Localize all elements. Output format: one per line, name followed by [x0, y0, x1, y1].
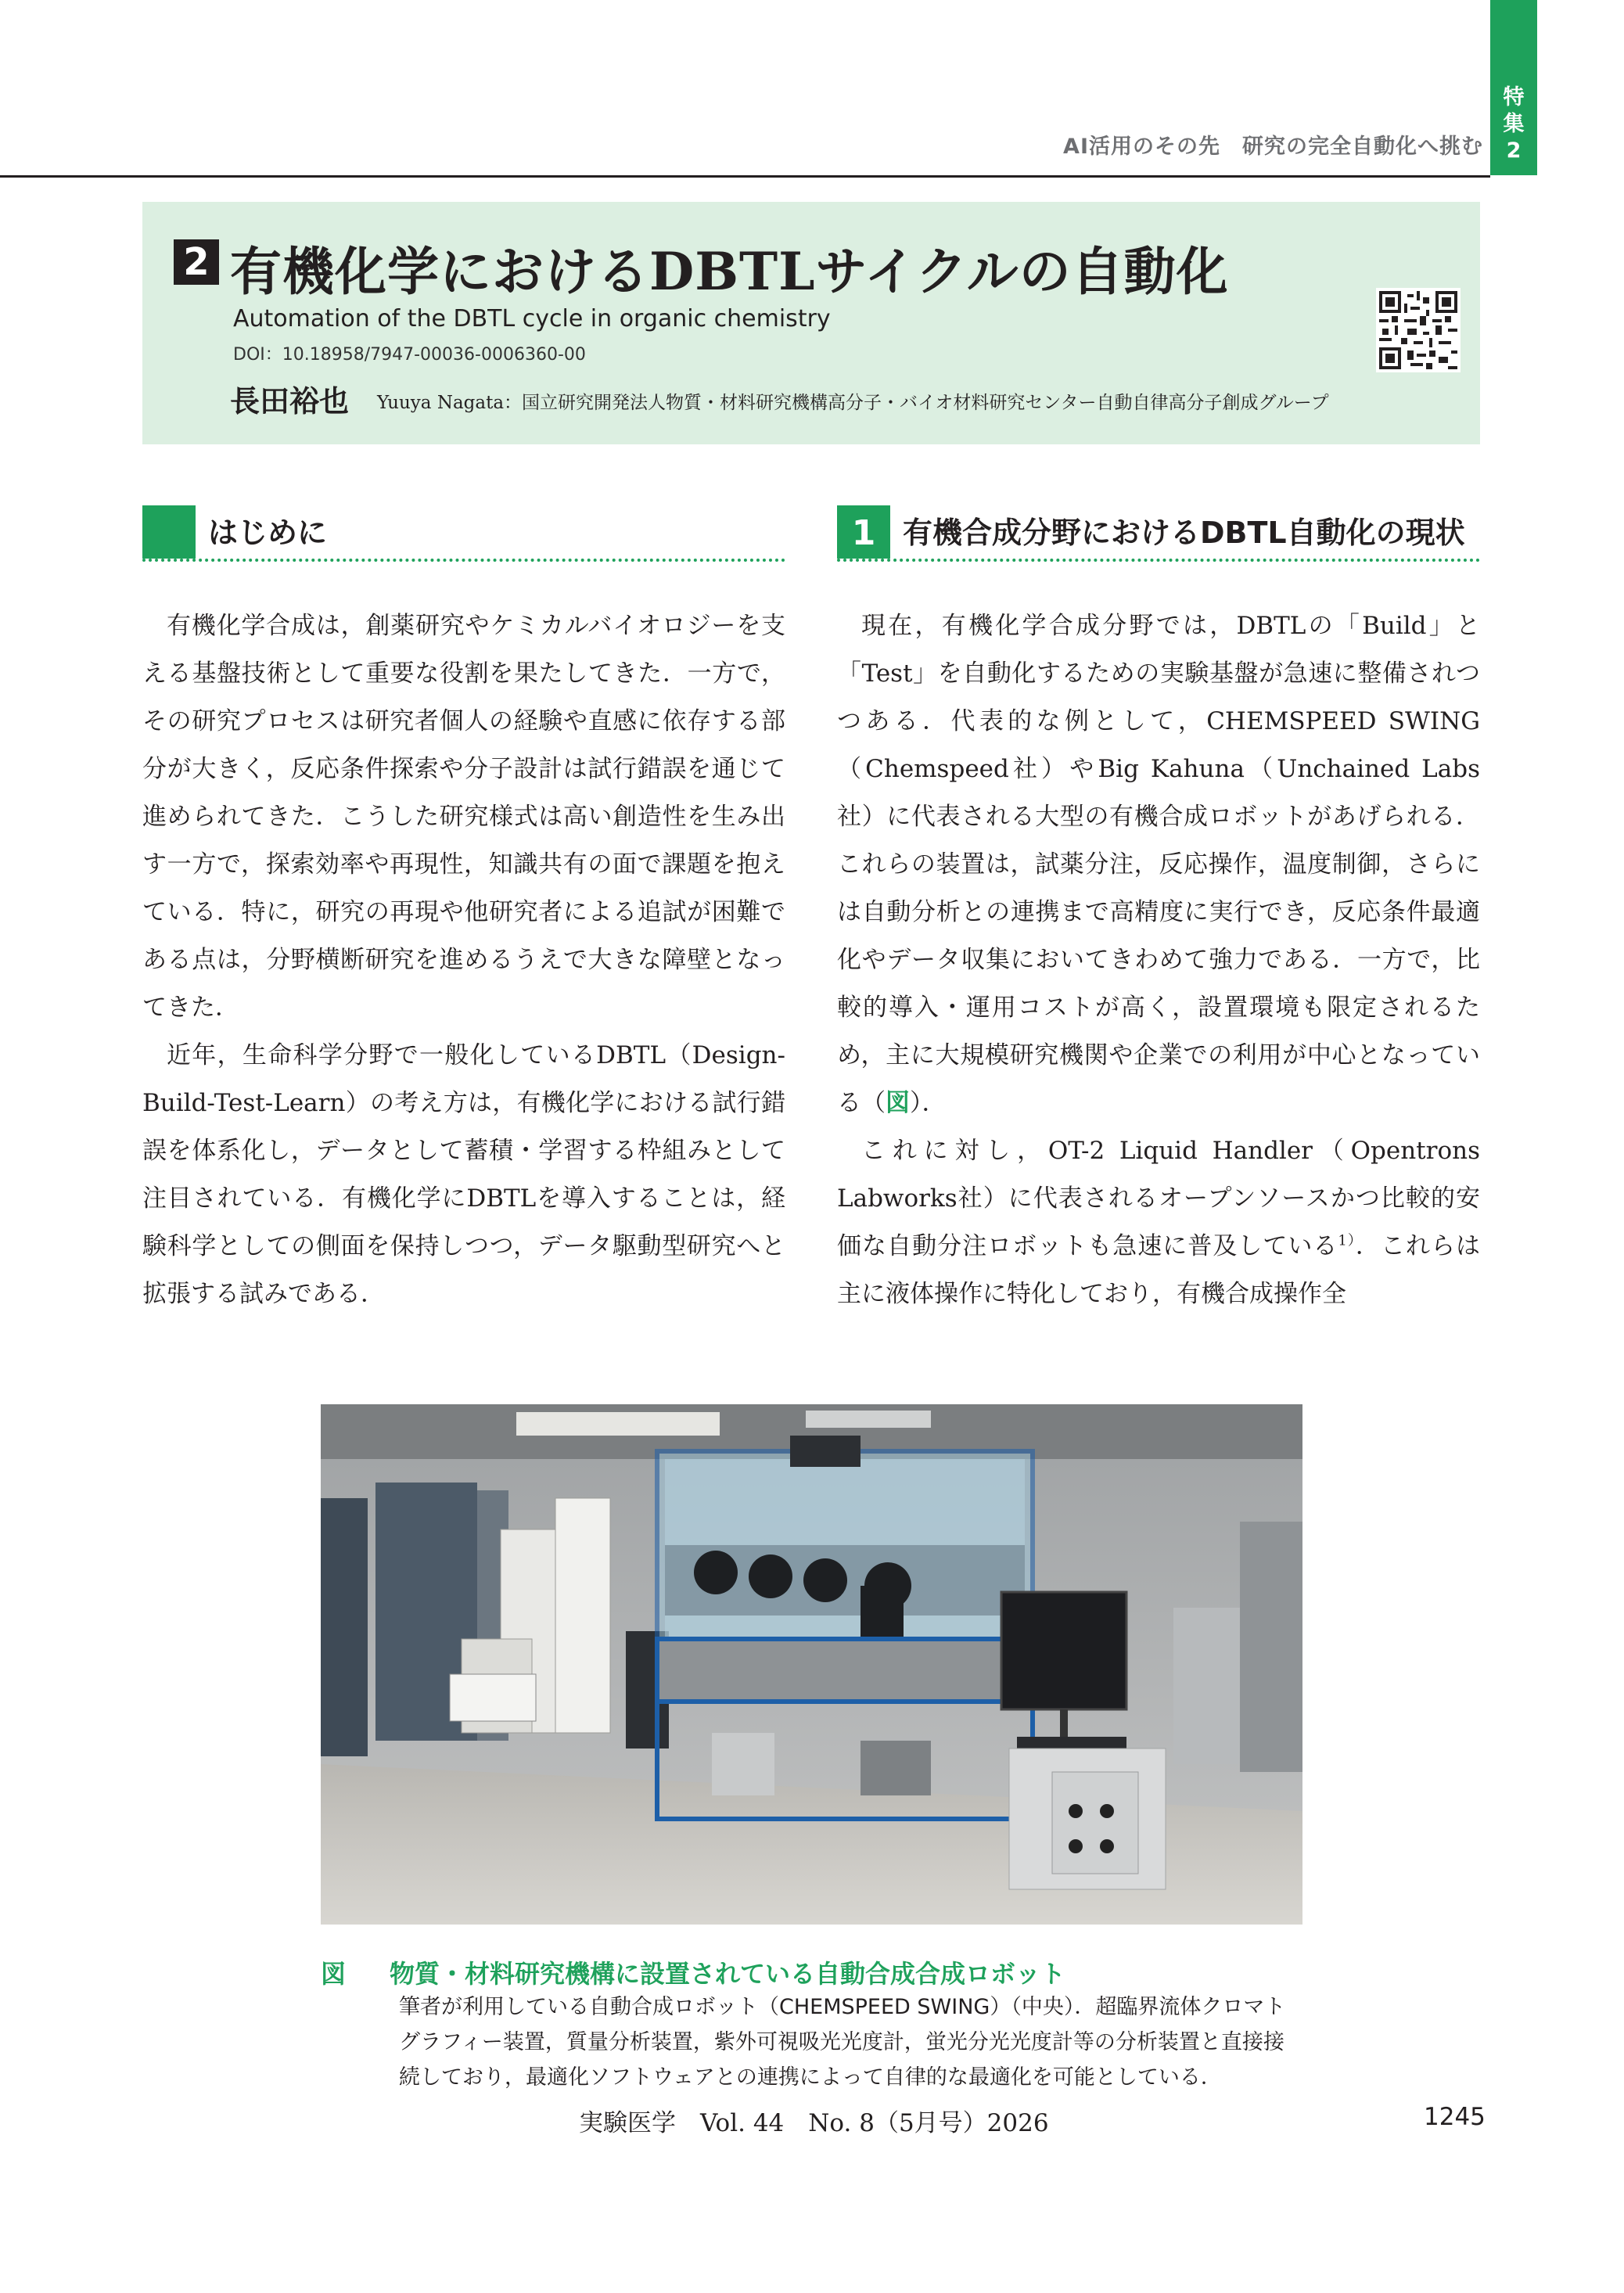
section1-body — [837, 602, 1480, 1318]
tab-char-3: 2 — [1506, 138, 1522, 163]
title-block — [142, 202, 1480, 444]
intro-paragraph-2: 近年，生命科学分野で一般化しているDBTL（Design-Build-Test-Learn）の考え方は，有機化学における試行錯誤を体系化し，データとして蓄積・学習する枠組みとして注目されている．有機化学にDBTLを導入することは，経験科学としての側面を保持しつつ，データ駆動型研究へと拡張する試みである． — [142, 1041, 785, 1308]
citation-superscript[interactable]: 1） — [1338, 1232, 1356, 1249]
figure-label: 図 — [321, 1959, 347, 1989]
section1-paragraph-2-end: ．これらは主に液体操作に特化しており，有機合成操作全 — [837, 1232, 1481, 1308]
section-marker — [142, 505, 196, 559]
tab-char-2: 集 — [1503, 112, 1525, 136]
journal-citation: 実験医学 Vol. 44 No. 8（5月号）2026 — [579, 2109, 1049, 2137]
page-number: 1245 — [1424, 2103, 1486, 2131]
section1-heading-text: 有機合成分野におけるDBTL自動化の現状 — [903, 516, 1465, 550]
lab-robot-photo — [321, 1404, 1302, 1925]
figure-reference-link[interactable]: 図 — [886, 1089, 910, 1117]
author-name: 長田裕也 — [230, 384, 350, 419]
section1-paragraph-1-text: 現在，有機化学合成分野では，DBTLの「Build」と「Test」を自動化するための実験基盤が急速に整備されつつある．代表的な例として，CHEMSPEED SWING（Chemspeed社）やBig Kahuna（Unchained Labs社）に代表される大型の有機合成ロボットがあげられる．これらの装置は，試薬分注，反応操作，温度制御，さらには自動分析との連携まで高精度に実行でき，反応条件最適化やデータ収集においてきわめて強力である．一方で，比較的導入・運用コストが高く，設置環境も限定されるため，主に大規模研究機関や企業での利用が中心となっている（ — [837, 612, 1480, 1117]
figure-caption-title — [321, 1954, 1065, 1990]
intro-heading-text: はじめに — [208, 516, 328, 550]
special-feature-tab — [1490, 0, 1537, 175]
section1-paragraph-1-end: ）． — [910, 1089, 947, 1117]
figure-caption-body: 筆者が利用している自動合成ロボット（CHEMSPEED SWING）（中央）．超臨界流体クロマトグラフィー装置，質量分析装置，紫外可視吸光光度計，蛍光分光光度計等の分析装置と直接接続しており，最適化ソフトウェアとの連携によって自律的な最適化を可能としている． — [399, 1995, 1286, 2090]
section1-heading — [837, 505, 1480, 562]
figure-title: 物質・材料研究機構に設置されている自動合成合成ロボット — [390, 1959, 1066, 1989]
intro-paragraph-1: 有機化学合成は，創薬研究やケミカルバイオロジーを支える基盤技術として重要な役割を果たしてきた．一方で，その研究プロセスは研究者個人の経験や直感に依存する部分が大きく，反応条件探索や分子設計は試行錯誤を通じて進められてきた．こうした研究様式は高い創造性を生み出す一方で，探索効率や再現性，知識共有の面で課題を抱えている．特に，研究の再現や他研究者による追試が困難である点は，分野横断研究を進めるうえで大きな障壁となってきた． — [142, 612, 785, 1022]
qr-code-icon[interactable] — [1376, 288, 1461, 372]
author-affiliation: Yuuya Nagata：国立研究開発法人物質・材料研究機構高分子・バイオ材料研究センター自動自律高分子創成グループ — [377, 393, 1329, 413]
doi: DOI：10.18958/7947-00036-0006360-00 — [233, 345, 586, 365]
intro-body — [142, 602, 785, 1318]
running-header: AI活用のその先 研究の完全自動化へ挑む — [1063, 135, 1483, 159]
english-title: Automation of the DBTL cycle in organic chemistry — [233, 305, 831, 332]
section1-number: 1 — [837, 505, 890, 559]
section1-paragraph-2 — [837, 1127, 1480, 1318]
intro-heading — [142, 505, 785, 562]
header-divider — [0, 175, 1490, 178]
tab-char-1: 特 — [1503, 85, 1525, 110]
section1-paragraph-2-text: これに対し，OT-2 Liquid Handler（Opentrons Labworks社）に代表されるオープンソースかつ比較的安価な自動分注ロボットも急速に普及している — [837, 1137, 1480, 1260]
section1-paragraph-1 — [837, 602, 1480, 1127]
article-title: 有機化学におけるDBTLサイクルの自動化 — [230, 241, 1229, 302]
article-number: 2 — [174, 239, 219, 285]
